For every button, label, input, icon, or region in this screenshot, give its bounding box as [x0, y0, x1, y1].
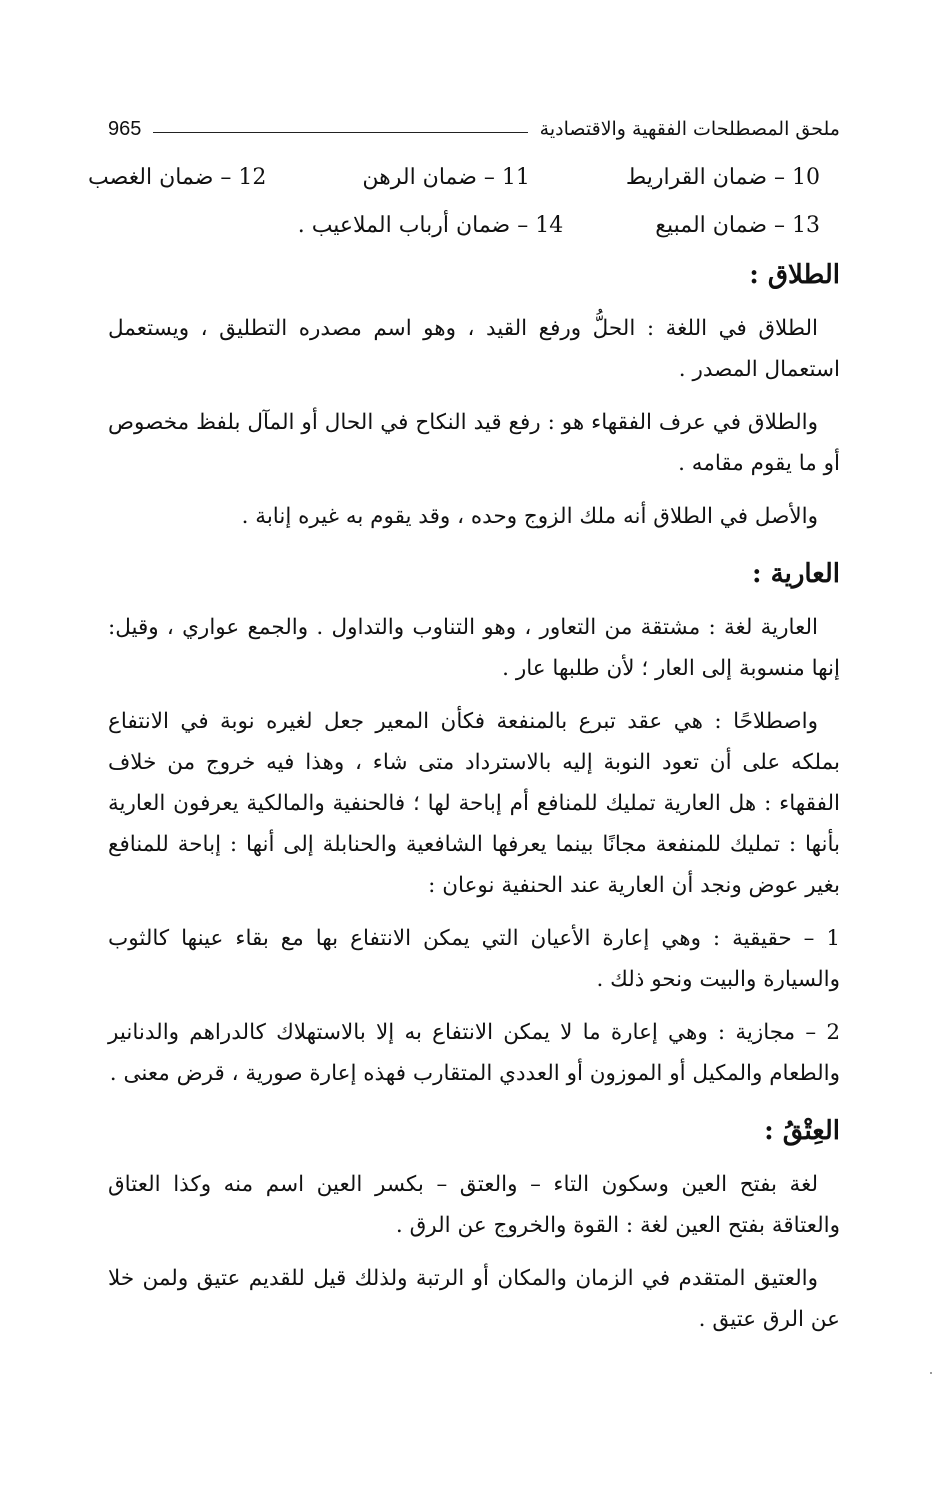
paragraph: الطلاق في اللغة : الحلُّ ورفع القيد ، وهو اسم مصدره التطليق ، ويستعمل استعمال المصدر . [108, 316, 840, 382]
list-item: 10 – ضمان القراريط [625, 165, 820, 190]
section-heading: العارية : [752, 559, 840, 589]
paragraph: لغة بفتح العين وسكون التاء – والعتق – بكسر العين اسم منه وكذا العتاق والعتاقة بفتح العين لغة : القوة والخروج عن الرق . [108, 1172, 840, 1238]
paragraph: والطلاق في عرف الفقهاء هو : رفع قيد النكاح في الحال أو المآل بلفظ مخصوص أو ما يقوم مقامه . [108, 410, 840, 476]
paragraph: والأصل في الطلاق أنه ملك الزوج وحده ، وقد يقوم به غيره إنابة . [241, 504, 818, 529]
list-item: 11 – ضمان الرهن [362, 165, 530, 190]
list-row [88, 154, 840, 202]
list-item: 12 – ضمان الغصب [88, 165, 267, 190]
page-number: 965 [108, 117, 142, 140]
paragraph: 2 – مجازية : وهي إعارة ما لا يمكن الانتفاع به إلا بالاستهلاك كالدراهم والدنانير والطعام والمكيل أو الموزون أو العددي المتقارب فهذه إعارة صورية ، قرض معنى . [108, 1020, 840, 1086]
running-header [108, 112, 840, 146]
scan-speck [930, 1372, 932, 1374]
paragraph: واصطلاحًا : هي عقد تبرع بالمنفعة فكأن المعير جعل لغيره نوبة في الانتفاع بملكه على أن تعود النوبة إليه بالاسترداد متى شاء ، وهذا فيه خروج من خلاف الفقهاء : هل العارية تمليك للمنافع أم إباحة لها ؛ فالحنفية والمالكية يعرفون العارية بأنها : تمليك للمنفعة مجانًا بينما يعرفها الشافعية والحنابلة إلى أنها : إباحة للمنافع بغير عوض ونجد أن العارية عند الحنفية نوعان : [108, 709, 840, 898]
header-rule [153, 132, 527, 133]
list-item: 14 – ضمان أرباب الملاعيب . [297, 213, 564, 238]
paragraph: 1 – حقيقية : وهي إعارة الأعيان التي يمكن الانتفاع بها مع بقاء عينها كالثوب والسيارة والبيت ونحو ذلك . [108, 926, 840, 992]
book-page [88, 112, 840, 1352]
running-title: ملحق المصطلحات الفقهية والاقتصادية [539, 118, 840, 140]
list-row [108, 202, 840, 250]
section-heading: العِتْقُ : [764, 1116, 840, 1146]
list-item: 13 – ضمان المبيع [655, 213, 820, 238]
paragraph: العارية لغة : مشتقة من التعاور ، وهو التناوب والتداول . والجمع عواري ، وقيل: إنها منسوبة إلى العار ؛ لأن طلبها عار . [108, 615, 840, 681]
section-heading: الطلاق : [749, 260, 840, 290]
paragraph: والعتيق المتقدم في الزمان والمكان أو الرتبة ولذلك قيل للقديم عتيق ولمن خلا عن الرق عتيق . [108, 1266, 840, 1332]
